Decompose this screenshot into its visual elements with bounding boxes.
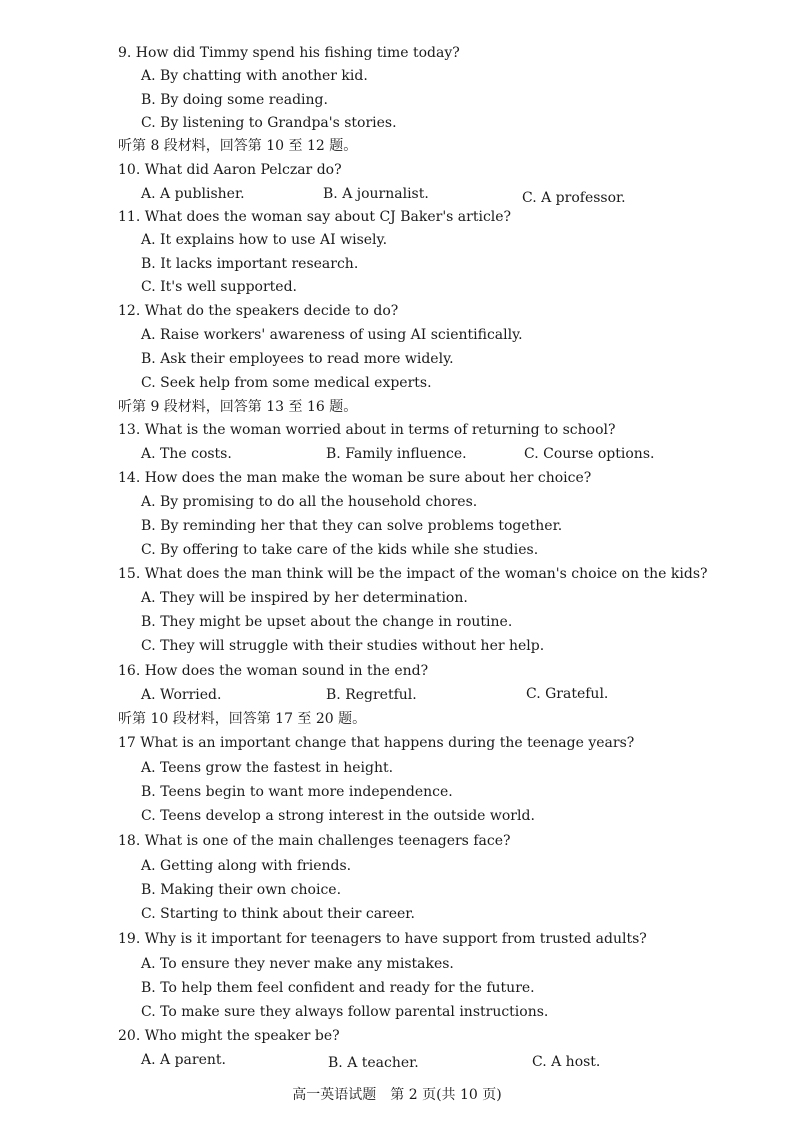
question-9-stem: 9. How did Timmy spend his fishing time today?	[118, 45, 460, 61]
question-11-option-c: C. It's well supported.	[141, 279, 297, 295]
question-13-option-a: A. The costs.	[141, 446, 232, 462]
question-19-option-c: C. To make sure they always follow parental instructions.	[141, 1004, 549, 1020]
question-15-stem: 15. What does the man think will be the impact of the woman's choice on the kids?	[118, 566, 708, 582]
question-20-option-c: C. A host.	[532, 1054, 601, 1070]
question-13-stem: 13. What is the woman worried about in terms of returning to school?	[118, 422, 616, 438]
question-19-option-a: A. To ensure they never make any mistakes.	[141, 956, 454, 972]
question-10-option-c: C. A professor.	[522, 190, 626, 206]
question-15-option-c: C. They will struggle with their studies without her help.	[141, 638, 545, 654]
question-12-stem: 12. What do the speakers decide to do?	[118, 303, 399, 319]
question-11-stem: 11. What does the woman say about CJ Baker's article?	[118, 209, 512, 225]
question-20-option-a: A. A parent.	[141, 1052, 226, 1068]
section-10-instruction: 听第 10 段材料，回答第 17 至 20 题。	[118, 711, 367, 727]
question-17-stem: 17 What is an important change that happens during the teenage years?	[118, 735, 635, 751]
question-17-option-c: C. Teens develop a strong interest in the outside world.	[141, 808, 535, 824]
question-11-option-a: A. It explains how to use AI wisely.	[141, 232, 388, 248]
page-footer: 高一英语试题 第 2 页(共 10 页)	[292, 1087, 502, 1103]
question-19-option-b: B. To help them feel confident and ready for the future.	[141, 980, 535, 996]
question-16-option-b: B. Regretful.	[326, 687, 417, 703]
question-9-option-a: A. By chatting with another kid.	[141, 68, 368, 84]
question-19-stem: 19. Why is it important for teenagers to have support from trusted adults?	[118, 931, 647, 947]
question-14-option-b: B. By reminding her that they can solve problems together.	[141, 518, 563, 534]
question-10-stem: 10. What did Aaron Pelczar do?	[118, 162, 342, 178]
question-14-option-c: C. By offering to take care of the kids while she studies.	[141, 542, 539, 558]
question-13-option-b: B. Family influence.	[326, 446, 467, 462]
question-18-option-a: A. Getting along with friends.	[141, 858, 352, 874]
question-18-option-c: C. Starting to think about their career.	[141, 906, 415, 922]
question-14-stem: 14. How does the man make the woman be sure about her choice?	[118, 470, 592, 486]
question-13-option-c: C. Course options.	[524, 446, 655, 462]
question-15-option-a: A. They will be inspired by her determination.	[141, 590, 468, 606]
question-11-option-b: B. It lacks important research.	[141, 256, 359, 272]
question-16-option-a: A. Worried.	[141, 687, 222, 703]
question-18-stem: 18. What is one of the main challenges teenagers face?	[118, 833, 511, 849]
question-14-option-a: A. By promising to do all the household chores.	[141, 494, 478, 510]
section-9-instruction: 听第 9 段材料，回答第 13 至 16 题。	[118, 399, 358, 415]
question-16-stem: 16. How does the woman sound in the end?	[118, 663, 429, 679]
question-15-option-b: B. They might be upset about the change in routine.	[141, 614, 513, 630]
question-10-option-b: B. A journalist.	[323, 186, 429, 202]
question-12-option-c: C. Seek help from some medical experts.	[141, 375, 432, 391]
question-16-option-c: C. Grateful.	[526, 686, 609, 702]
question-20-option-b: B. A teacher.	[328, 1055, 419, 1071]
section-8-instruction: 听第 8 段材料，回答第 10 至 12 题。	[118, 138, 358, 154]
question-18-option-b: B. Making their own choice.	[141, 882, 342, 898]
question-9-option-c: C. By listening to Grandpa's stories.	[141, 115, 397, 131]
question-17-option-a: A. Teens grow the fastest in height.	[141, 760, 394, 776]
question-20-stem: 20. Who might the speaker be?	[118, 1028, 340, 1044]
question-12-option-a: A. Raise workers' awareness of using AI scientifically.	[141, 327, 523, 343]
question-10-option-a: A. A publisher.	[141, 186, 245, 202]
question-9-option-b: B. By doing some reading.	[141, 92, 328, 108]
question-17-option-b: B. Teens begin to want more independence.	[141, 784, 453, 800]
question-12-option-b: B. Ask their employees to read more widely.	[141, 351, 454, 367]
